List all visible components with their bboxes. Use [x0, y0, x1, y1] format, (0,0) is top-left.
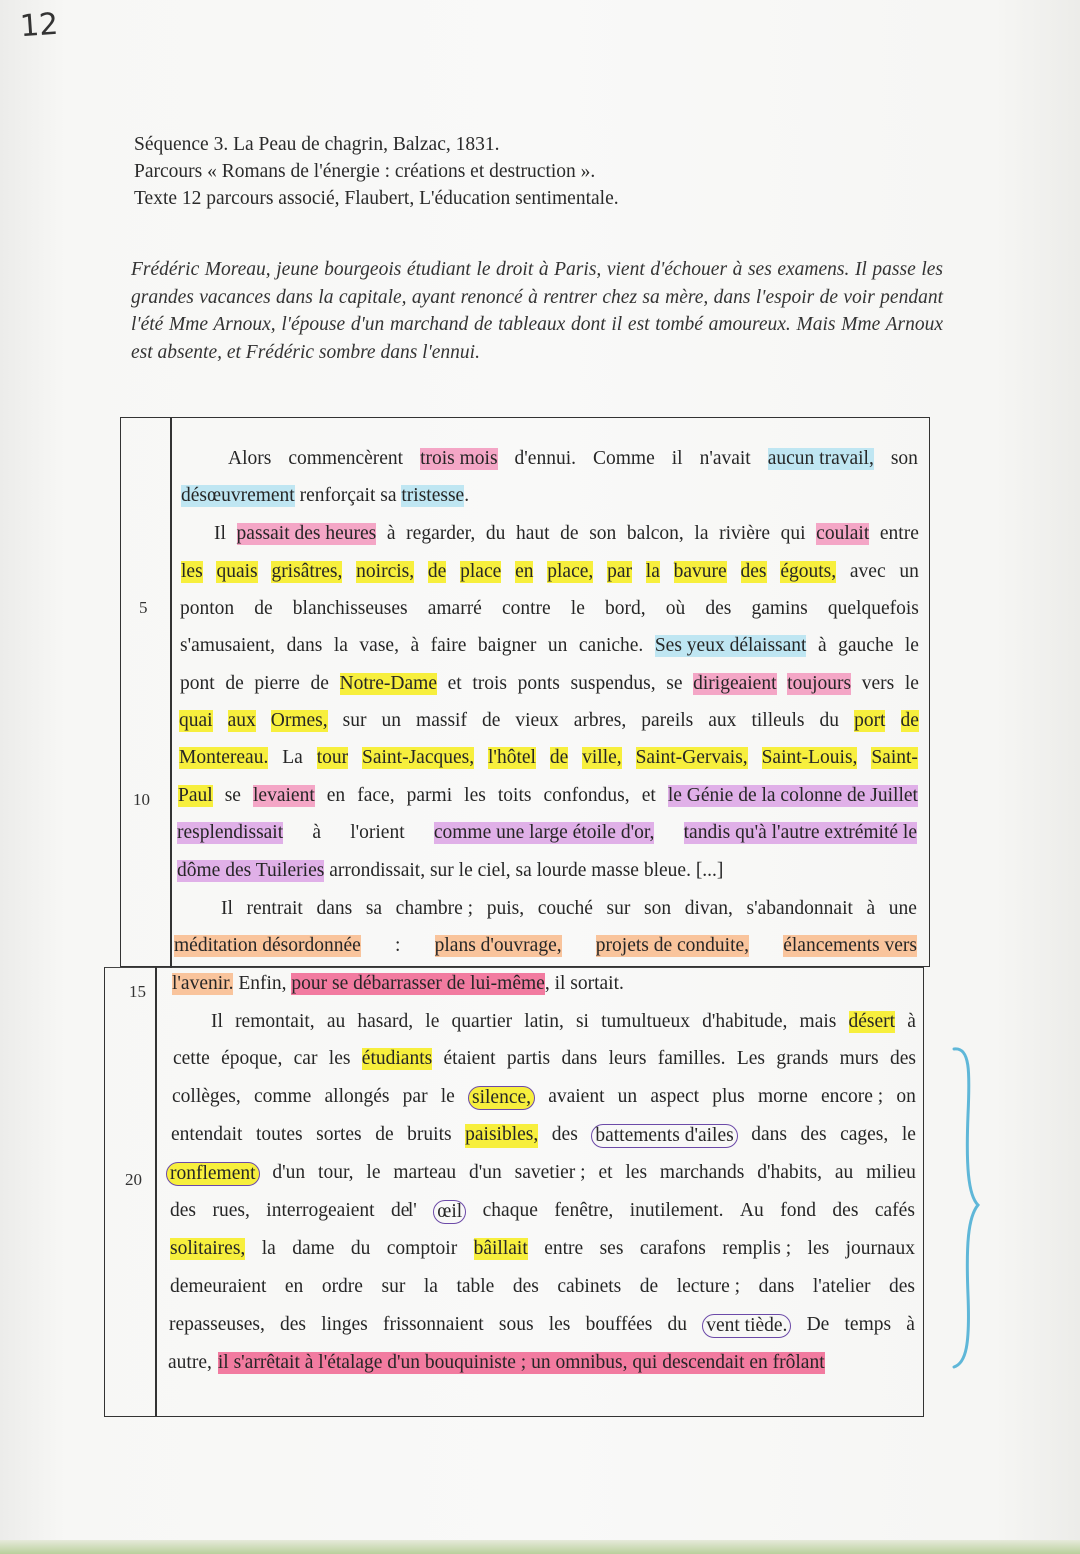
text-line: méditation désordonnée : plans d'ouvrage, projets de conduite, élancements vers — [174, 935, 917, 956]
text-line: cette époque, car les étudiants étaient partis dans leurs familles. Les grands murs des — [173, 1048, 916, 1069]
text-line: repasseuses, des linges frissonnaient sous les bouffées du vent tiède. De temps à — [169, 1314, 915, 1336]
text-line: Paul se levaient en face, parmi les toits confondus, et le Génie de la colonne de Juillet — [178, 785, 918, 806]
circled-word: silence, — [468, 1086, 535, 1110]
text-line: collèges, comme allongés par le silence, avaient un aspect plus morne encore ; on — [172, 1086, 916, 1108]
text-line: resplendissait à l'orient comme une large étoile d'or, tandis qu'à l'autre extrémité le — [177, 822, 917, 843]
header-parcours: Parcours « Romans de l'énergie : créations et destruction ». — [134, 161, 596, 182]
text-line: ponton de blanchisseuses amarré contre le bord, où des gamins quelquefois — [180, 598, 919, 619]
text-line: Il remontait, au hasard, le quartier latin, si tumultueux d'habitude, mais désert à — [211, 1011, 916, 1032]
text-line: dôme des Tuileries arrondissait, sur le ciel, sa lourde masse bleue. [...] — [177, 860, 724, 881]
text-line: l'avenir. Enfin, pour se débarrasser de lui-même , il sortait. — [172, 973, 624, 994]
text-table-bottom — [104, 967, 924, 1417]
text-line: les quais grisâtres, noircis, de place en place, par la bavure des égouts, avec un — [181, 561, 919, 582]
desk-background — [0, 1540, 1080, 1554]
line-number-column-divider — [170, 417, 172, 968]
line-number: 10 — [133, 790, 150, 809]
text-line: Alors commencèrent trois mois d'ennui. Comme il n'avait aucun travail, son — [228, 448, 918, 469]
line-number: 5 — [139, 598, 148, 617]
text-line: Il passait des heures à regarder, du haut de son balcon, la rivière qui coulait entre — [214, 523, 919, 544]
text-line: autre, il s'arrêtait à l'étalage d'un bouquiniste ; un omnibus, qui descendait en frôlant — [168, 1352, 825, 1373]
header-texte: Texte 12 parcours associé, Flaubert, L'éducation sentimentale. — [134, 188, 619, 209]
text-line: solitaires, la dame du comptoir bâillait entre ses carafons remplis ; les journaux — [170, 1238, 915, 1259]
circled-word: œil — [433, 1200, 466, 1224]
handwritten-page-number: 12 — [18, 6, 60, 45]
text-line: quai aux Ormes, sur un massif de vieux arbres, pareils aux tilleuls du port de — [179, 710, 919, 731]
line-number: 15 — [129, 982, 146, 1001]
text-line: pont de pierre de Notre-Dame et trois ponts suspendus, se dirigeaient toujours vers le — [180, 673, 919, 694]
text-line: Il rentrait dans sa chambre ; puis, couché sur son divan, s'abandonnait à une — [221, 898, 917, 919]
text-line: des rues, interrogeaient de l' œil chaque fenêtre, inutilement. Au fond des cafés — [170, 1200, 915, 1222]
intro-paragraph: Frédéric Moreau, jeune bourgeois étudiant le droit à Paris, vient d'échouer à ses examens. Il passe les grandes vacances dans la capitale, ayant renoncé à rentrer chez sa mère, dans l'espoir de voir pendant l'été Mme Arnoux, l'épouse d'un marchand de tableaux dont il est tombé amoureux. Mais Mme Arnoux est absente, et Frédéric sombre dans l'ennui. — [131, 259, 943, 363]
line-number: 20 — [125, 1170, 142, 1189]
text-line: demeuraient en ordre sur la table des cabinets de lecture ; dans l'atelier des — [170, 1276, 915, 1297]
text-line: s'amusaient, dans la vase, à faire baigner un caniche. Ses yeux délaissant à gauche le — [180, 635, 919, 656]
circled-word: battements d'ailes — [591, 1124, 737, 1148]
text-line: Montereau. La tour Saint-Jacques, l'hôtel de ville, Saint-Gervais, Saint-Louis, Saint- — [179, 747, 918, 768]
document-header — [134, 131, 619, 212]
text-line: ronflement d'un tour, le marteau d'un savetier ; et les marchands d'habits, au milieu — [166, 1162, 916, 1186]
curly-brace-annotation — [948, 1045, 988, 1375]
line-number-column-divider — [155, 967, 157, 1417]
circled-word: vent tiède. — [702, 1314, 791, 1338]
circled-word: ronflement — [166, 1162, 260, 1186]
text-line: entendait toutes sortes de bruits paisibles, des battements d'ailes dans des cages, le — [171, 1124, 916, 1146]
header-sequence: Séquence 3. La Peau de chagrin, Balzac, 1831. — [134, 134, 500, 155]
text-line: désœuvrement renforçait sa tristesse . — [181, 485, 470, 506]
